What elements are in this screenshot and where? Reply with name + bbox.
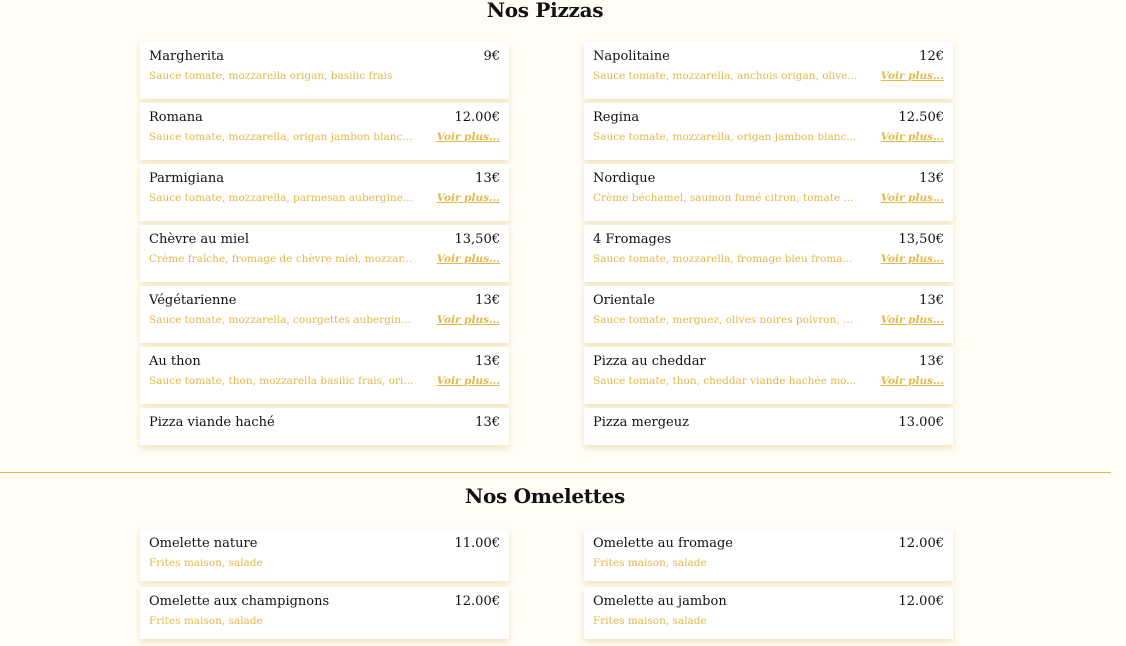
pizza-description: Sauce tomate, merguez, olives noires poivron, ... [593, 314, 854, 326]
see-more-link[interactable]: Voir plus... [436, 253, 500, 265]
pizza-card [584, 164, 953, 221]
omelettes-section-title: Nos Omelettes [464, 484, 626, 508]
pizza-card [584, 103, 953, 160]
pizza-price: 13€ [919, 171, 944, 186]
pizza-description: Sauce tomate, mozzarella, anchois origan, olive... [593, 70, 858, 82]
omelette-price: 12.00€ [898, 536, 944, 551]
pizza-price: 12.00€ [454, 110, 500, 125]
pizza-description: Sauce tomate, mozzarella, parmesan aubergine... [149, 192, 413, 204]
pizza-description: Sauce tomate, mozzarella origan, basilic frais [149, 70, 393, 82]
pizza-name: Regina [593, 110, 640, 125]
pizza-card [140, 164, 509, 221]
pizza-description: Sauce tomate, mozzarella, origan jambon blanc... [149, 131, 413, 143]
pizza-card [140, 408, 509, 445]
pizza-price: 13€ [475, 293, 500, 308]
omelette-description: Frites maison, salade [593, 615, 707, 627]
pizza-card [584, 347, 953, 404]
omelette-card [140, 529, 509, 581]
pizza-name: Margherita [149, 49, 225, 64]
see-more-link[interactable]: Voir plus... [436, 192, 500, 204]
omelette-price: 12.00€ [898, 594, 944, 609]
pizza-card [140, 286, 509, 343]
see-more-link[interactable]: Voir plus... [436, 314, 500, 326]
pizza-name: Pizza viande haché [149, 415, 275, 430]
pizza-name: Pizza mergeuz [593, 415, 689, 430]
omelette-description: Frites maison, salade [149, 615, 263, 627]
pizza-description: Crème béchamel, saumon fumé citron, tomate ... [593, 192, 854, 204]
pizza-description: Crème fraîche, fromage de chèvre miel, mozzar... [149, 253, 413, 265]
pizza-card [584, 42, 953, 99]
pizza-price: 12€ [919, 49, 944, 64]
omelette-card [584, 587, 953, 639]
pizza-card [584, 408, 953, 445]
omelette-card [140, 587, 509, 639]
omelette-name: Omelette au fromage [593, 536, 734, 551]
omelette-name: Omelette au jambon [593, 594, 727, 609]
pizza-name: Nordique [593, 171, 656, 186]
pizza-name: Orientale [593, 293, 655, 308]
pizza-price: 13,50€ [898, 232, 944, 247]
see-more-link[interactable]: Voir plus... [436, 375, 500, 387]
pizza-description: Sauce tomate, thon, cheddar viande hachée mo... [593, 375, 857, 387]
see-more-link[interactable]: Voir plus... [880, 70, 944, 82]
omelette-price: 11.00€ [454, 536, 500, 551]
omelette-card [584, 529, 953, 581]
pizza-name: 4 Fromages [593, 232, 672, 247]
pizza-card [140, 347, 509, 404]
pizza-description: Sauce tomate, mozzarella, origan jambon blanc... [593, 131, 857, 143]
pizza-price: 9€ [483, 49, 500, 64]
pizzas-section-title: Nos Pizzas [486, 0, 604, 22]
pizza-price: 12.50€ [898, 110, 944, 125]
pizza-price: 13€ [475, 171, 500, 186]
pizza-name: Au thon [149, 354, 201, 369]
pizza-card [584, 286, 953, 343]
pizza-price: 13€ [919, 354, 944, 369]
pizza-card [140, 103, 509, 160]
pizza-name: Pizza au cheddar [593, 354, 706, 369]
pizza-price: 13€ [475, 415, 500, 430]
omelette-description: Frites maison, salade [149, 557, 263, 569]
pizza-card [584, 225, 953, 282]
see-more-link[interactable]: Voir plus... [880, 314, 944, 326]
see-more-link[interactable]: Voir plus... [436, 131, 500, 143]
pizza-price: 13€ [475, 354, 500, 369]
pizza-description: Sauce tomate, mozzarella, fromage bleu froma... [593, 253, 853, 265]
pizza-name: Romana [149, 110, 203, 125]
see-more-link[interactable]: Voir plus... [880, 192, 944, 204]
omelette-list [140, 529, 953, 639]
see-more-link[interactable]: Voir plus... [880, 131, 944, 143]
pizza-description: Sauce tomate, thon, mozzarella basilic frais, ori... [149, 375, 414, 387]
pizza-price: 13,50€ [454, 232, 500, 247]
pizza-card [140, 225, 509, 282]
pizza-card [140, 42, 509, 99]
pizza-list [140, 42, 953, 445]
pizza-name: Végétarienne [149, 293, 237, 308]
pizza-name: Chèvre au miel [149, 232, 249, 247]
pizza-description: Sauce tomate, mozzarella, courgettes aubergin... [149, 314, 412, 326]
pizza-price: 13€ [919, 293, 944, 308]
omelette-name: Omelette nature [149, 536, 258, 551]
pizza-price: 13.00€ [898, 415, 944, 430]
omelette-description: Frites maison, salade [593, 557, 707, 569]
omelette-price: 12.00€ [454, 594, 500, 609]
see-more-link[interactable]: Voir plus... [880, 253, 944, 265]
see-more-link[interactable]: Voir plus... [880, 375, 944, 387]
pizza-name: Napolitaine [593, 49, 670, 64]
section-divider [0, 472, 1111, 473]
omelette-name: Omelette aux champignons [149, 594, 330, 609]
pizza-name: Parmigiana [149, 171, 224, 186]
